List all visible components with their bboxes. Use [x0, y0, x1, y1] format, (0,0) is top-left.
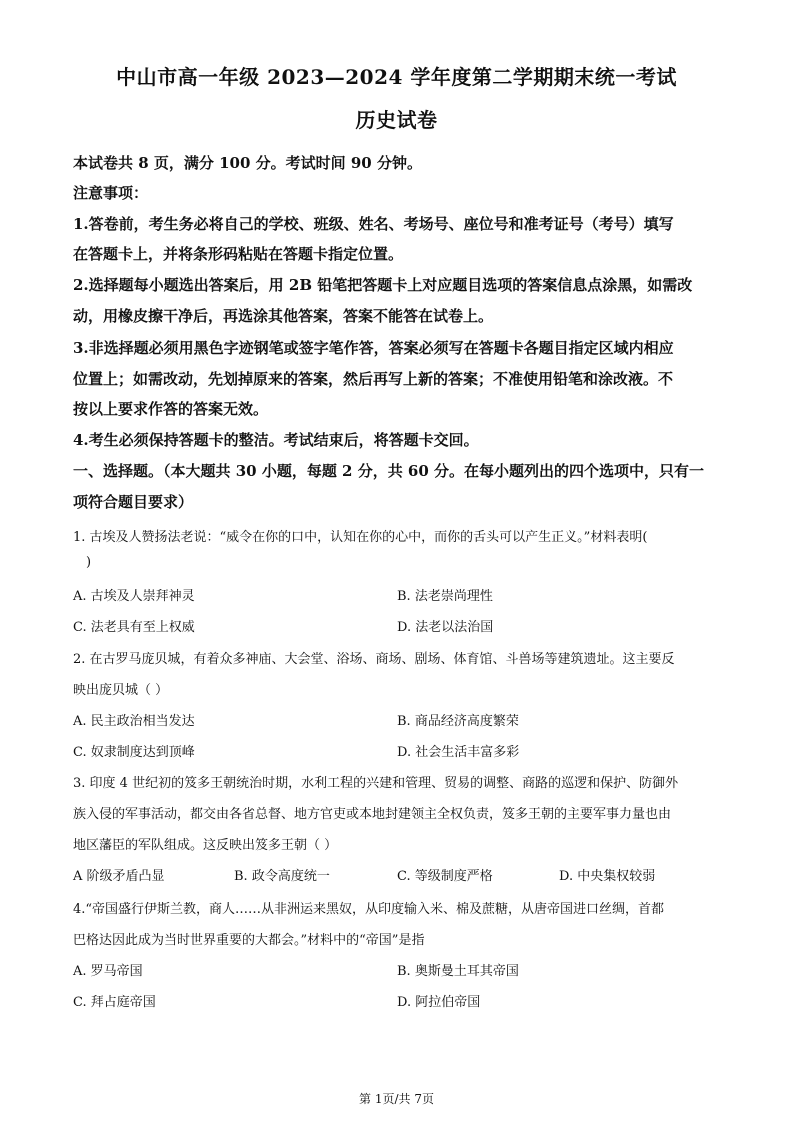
- answer-option: A 阶级矛盾凸显: [73, 869, 165, 884]
- page-number: 第 1页/共 7页: [359, 1092, 434, 1106]
- answer-option: A. 罗马帝国: [73, 964, 143, 979]
- notice-line: 4.考生必须保持答题卡的整洁。考试结束后，将答题卡交回。: [73, 431, 479, 449]
- question-text: 2. 在古罗马庞贝城，有着众多神庙、大会堂、浴场、商场、剧场、体育馆、斗兽场等建筑遗址。这主要反: [73, 652, 675, 667]
- answer-option: C. 法老具有至上权威: [73, 620, 195, 635]
- question-text: 族入侵的军事活动，都交由各省总督、地方官吏或本地封建领主全权负责，笈多王朝的主要军事力量也由: [73, 807, 672, 822]
- question-text: ): [86, 555, 92, 570]
- notice-line: 按以上要求作答的答案无效。: [73, 400, 269, 418]
- question-text: 地区藩臣的军队组成。这反映出笈多王朝（ ）: [73, 838, 338, 853]
- answer-option: C. 拜占庭帝国: [73, 995, 156, 1010]
- answer-option: D. 中央集权较弱: [559, 869, 656, 884]
- answer-option: A. 民主政治相当发达: [73, 714, 195, 729]
- notice-line: 3.非选择题必须用黑色字迹钢笔或签字笔作答，答案必须写在答题卡各题目指定区域内相应: [73, 339, 674, 357]
- question-text: 4.“帝国盛行伊斯兰教，商人……从非洲运来黑奴，从印度输入米、棉及蔗糖，从唐帝国进口丝绸，首都: [73, 902, 665, 917]
- exam-info: 本试卷共 8 页，满分 100 分。考试时间 90 分钟。: [73, 154, 422, 172]
- answer-option: D. 法老以法治国: [397, 620, 494, 635]
- answer-option: D. 社会生活丰富多彩: [397, 745, 520, 760]
- notice-heading: 注意事项：: [73, 184, 149, 202]
- answer-option: A. 古埃及人崇拜神灵: [73, 589, 195, 604]
- answer-option: B. 法老崇尚理性: [397, 589, 493, 604]
- section-heading-cont: 项符合题目要求）: [73, 493, 194, 511]
- answer-option: B. 政令高度统一: [234, 869, 330, 884]
- section-heading: 一、选择题。（本大题共 30 小题，每题 2 分，共 60 分。在每小题列出的四个选项中，只有一: [73, 462, 705, 480]
- exam-subtitle: 历史试卷: [355, 108, 438, 132]
- exam-title: 中山市高一年级 2023—2024 学年度第二学期期末统一考试: [116, 65, 677, 89]
- answer-option: B. 奥斯曼土耳其帝国: [397, 964, 519, 979]
- notice-line: 动，用橡皮擦干净后，再选涂其他答案，答案不能答在试卷上。: [73, 307, 494, 325]
- notice-line: 在答题卡上，并将条形码粘贴在答题卡指定位置。: [73, 245, 404, 263]
- answer-option: C. 等级制度严格: [397, 869, 493, 884]
- question-text: 映出庞贝城（ ）: [73, 683, 169, 698]
- question-text: 1. 古埃及人赞扬法老说：“威令在你的口中，认知在你的心中，而你的舌头可以产生正义。”材料表明(: [73, 530, 648, 545]
- answer-option: B. 商品经济高度繁荣: [397, 714, 519, 729]
- notice-line: 1.答卷前，考生务必将自己的学校、班级、姓名、考场号、座位号和准考证号（考号）填写: [73, 215, 674, 233]
- question-text: 巴格达因此成为当时世界重要的大都会。”材料中的“帝国”是指: [73, 933, 425, 948]
- answer-option: D. 阿拉伯帝国: [397, 995, 481, 1010]
- notice-line: 2.选择题每小题选出答案后，用 2B 铅笔把答题卡上对应题目选项的答案信息点涂黑，如需改: [73, 276, 693, 294]
- question-text: 3. 印度 4 世纪初的笈多王朝统治时期，水利工程的兴建和管理、贸易的调整、商路的巡逻和保护、防御外: [73, 776, 679, 791]
- notice-line: 位置上；如需改动，先划掉原来的答案，然后再写上新的答案；不准使用铅笔和涂改液。不: [73, 370, 674, 388]
- answer-option: C. 奴隶制度达到顶峰: [73, 745, 195, 760]
